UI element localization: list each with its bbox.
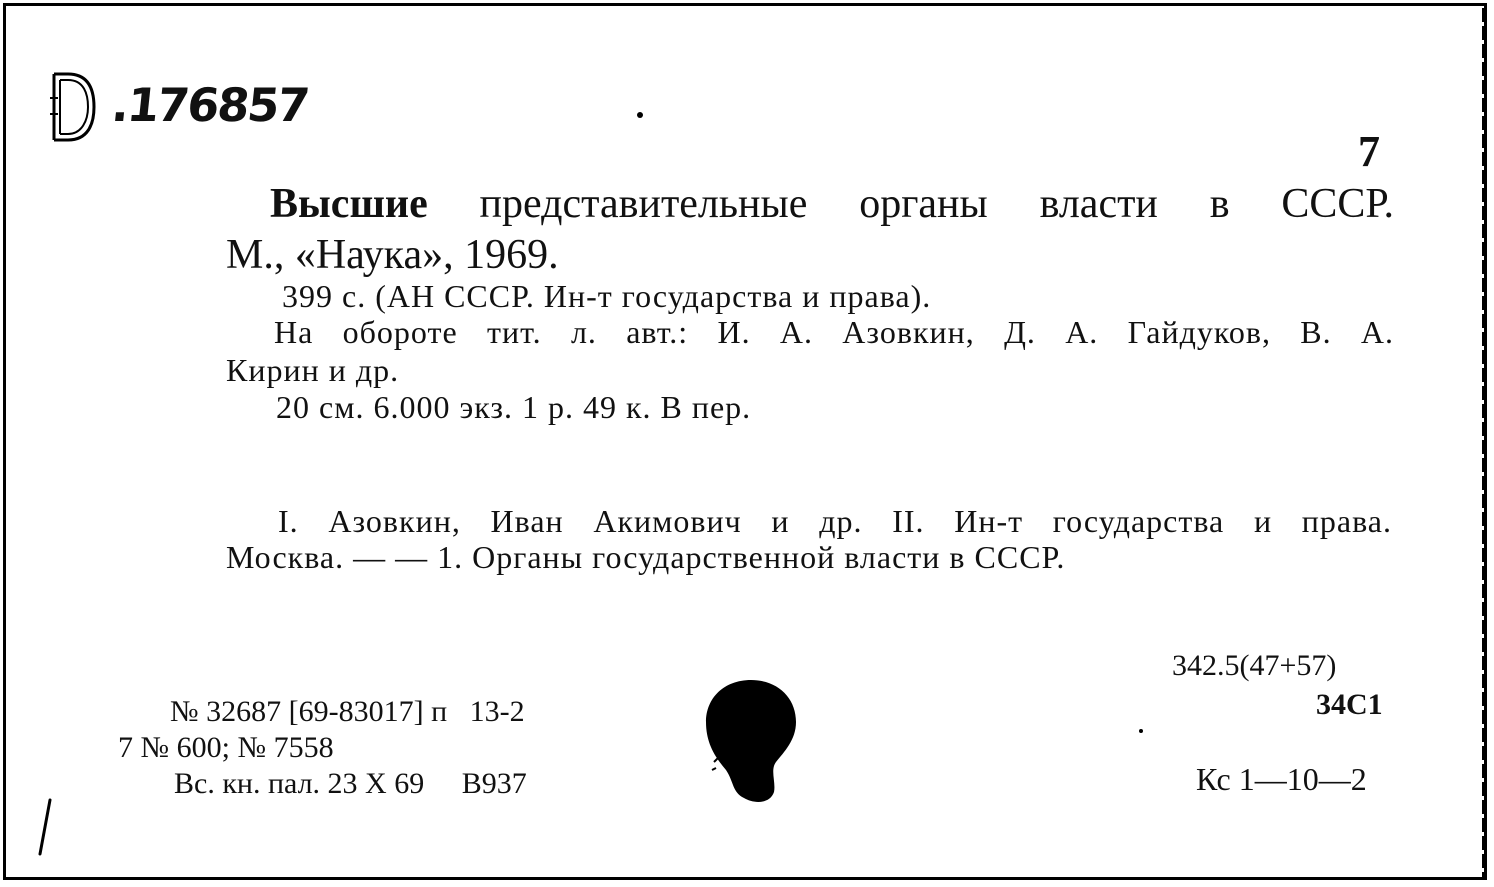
order-line: № 32687 [69-83017] п 13-2	[170, 695, 525, 728]
ink-dot	[1139, 729, 1143, 733]
collation: 399 с. (АН СССР. Ин-т государства и права).	[282, 278, 932, 314]
note-line-1: На обороте тит. л. авт.: И. А. Азовкин, Д. А. Гайдуков, В. А.	[274, 314, 1394, 350]
title-word: власти в СССР.	[1039, 181, 1394, 227]
ink-dot	[637, 112, 643, 118]
title-word: представительные	[479, 181, 808, 227]
note-line-2: Кирин и др.	[226, 352, 400, 388]
title-bold-word: Высшие	[270, 181, 428, 227]
library-stamp-icon	[48, 70, 98, 144]
title-line	[270, 183, 1394, 225]
physical-description: 20 см. 6.000 экз. 1 р. 49 к. В пер.	[276, 389, 752, 425]
card-edge-rule	[1482, 8, 1484, 878]
card-number: 7	[1358, 127, 1380, 176]
tracings-line-1: I. Азовкин, Иван Акимович и др. II. Ин-т государства и права.	[278, 503, 1392, 539]
ink-blot	[704, 678, 798, 806]
reference-line: 7 № 600; № 7558	[118, 731, 334, 764]
accession-number: .176857	[109, 78, 311, 132]
pencil-mark	[36, 798, 54, 856]
title-word: органы	[859, 181, 988, 227]
book-chamber-line: Вс. кн. пал. 23 X 69 В937	[174, 767, 527, 800]
imprint: М., «Наука», 1969.	[226, 232, 559, 278]
classification-bold: 34С1	[1316, 688, 1383, 721]
classification-number: 342.5(47+57)	[1172, 649, 1337, 682]
tracings-line-2: Москва. — — 1. Органы государственной власти в СССР.	[226, 539, 1066, 575]
kc-code: Кс 1—10—2	[1196, 761, 1367, 797]
